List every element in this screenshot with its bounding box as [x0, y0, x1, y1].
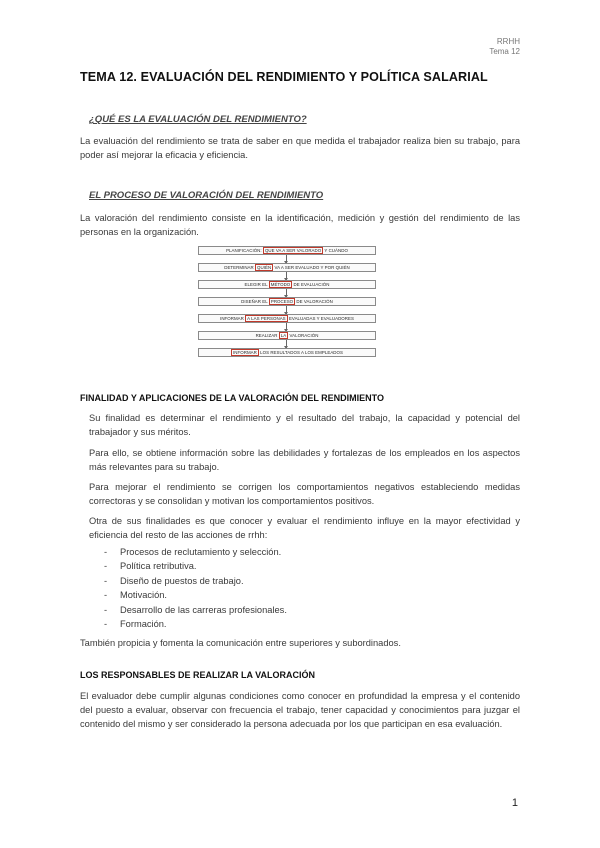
flow-arrow: [286, 340, 287, 348]
paragraph-purpose-4: Otra de sus finalidades es que conocer y evaluar el rendimiento influye en la mayor efectividad y eficiencia del resto de las acciones de rrhh:: [89, 516, 520, 540]
flow-step-5: INFORMAR A LAS PERSONAS EVALUADAS Y EVALUADORES: [198, 314, 376, 323]
paragraph-purpose-3: Para mejorar el rendimiento se corrigen los comportamientos negativos estableciendo medidas correctoras y se consolidan y motivan los comportamientos positivos.: [89, 482, 520, 506]
list-item: - Política retributiva.: [104, 561, 197, 572]
list-item: - Formación.: [104, 619, 167, 630]
section-heading-what-is: ¿QUÉ ES LA EVALUACIÓN DEL RENDIMIENTO?: [89, 114, 307, 125]
header-topic: Tema 12: [489, 47, 520, 56]
hr-actions-list: [104, 545, 287, 631]
paragraph-purpose-1: Su finalidad es determinar el rendimiento y el resultado del trabajo, la capacidad y potencial del trabajador y sus méritos.: [89, 413, 520, 437]
process-flow-diagram: [198, 246, 376, 358]
paragraph-communication: También propicia y fomenta la comunicación entre superiores y subordinados.: [80, 638, 401, 648]
flow-step-3: ELEGIR EL MÉTODO DE EVALUACIÓN: [198, 280, 376, 289]
document-title: TEMA 12. EVALUACIÓN DEL RENDIMIENTO Y POLÍTICA SALARIAL: [80, 70, 488, 84]
flow-step-1: PLANIFICACIÓN: QUE VA A SER VALORADO Y CUÁNDO: [198, 246, 376, 255]
section-heading-purpose: FINALIDAD Y APLICACIONES DE LA VALORACIÓN DEL RENDIMIENTO: [80, 393, 385, 403]
running-header: [489, 37, 520, 57]
list-item: - Diseño de puestos de trabajo.: [104, 575, 244, 586]
page-number: 1: [511, 797, 518, 809]
flow-arrow: [286, 255, 287, 263]
paragraph-purpose-2: Para ello, se obtiene información sobre las debilidades y fortalezas de los empleados en los aspectos más relevantes para su trabajo.: [89, 448, 520, 472]
flow-step-4: DISEÑAR EL PROCESO DE VALORACIÓN: [198, 297, 376, 306]
section-heading-process: EL PROCESO DE VALORACIÓN DEL RENDIMIENTO: [89, 190, 324, 201]
flow-step-2: DETERMINAR QUIÉN VA A SER EVALUADO Y POR QUIÉN: [198, 263, 376, 272]
flow-arrow: [286, 272, 287, 280]
flow-arrow: [286, 306, 287, 314]
flow-step-6: REALIZAR LA VALORACIÓN: [198, 331, 376, 340]
paragraph-evaluator: El evaluador debe cumplir algunas condiciones como conocer en profundidad la empresa y el contenido del puesto a evaluar, observar con frecuencia el trabajo, tener capacidad y conocimientos para juzgar el contenido del mismo y ser considerado la persona adecuada por los que participan en esa evaluación.: [80, 691, 520, 729]
flow-arrow: [286, 289, 287, 297]
flow-step-7: INFORMAR LOS RESULTADOS A LOS EMPLEADOS: [198, 348, 376, 357]
section-heading-responsibles: LOS RESPONSABLES DE REALIZAR LA VALORACIÓN: [80, 670, 316, 680]
header-subject: RRHH: [496, 37, 520, 46]
list-item: - Motivación.: [104, 590, 168, 601]
flow-arrow: [286, 323, 287, 331]
list-item: - Desarrollo de las carreras profesionales.: [104, 604, 287, 615]
paragraph-definition: La evaluación del rendimiento se trata de saber en que medida el trabajador realiza bien su trabajo, para poder así mejorar la eficacia y eficiencia.: [80, 136, 520, 160]
list-item: - Procesos de reclutamiento y selección.: [104, 547, 282, 557]
paragraph-process: La valoración del rendimiento consiste en la identificación, medición y gestión del rendimiento de las personas en la organización.: [80, 213, 520, 237]
